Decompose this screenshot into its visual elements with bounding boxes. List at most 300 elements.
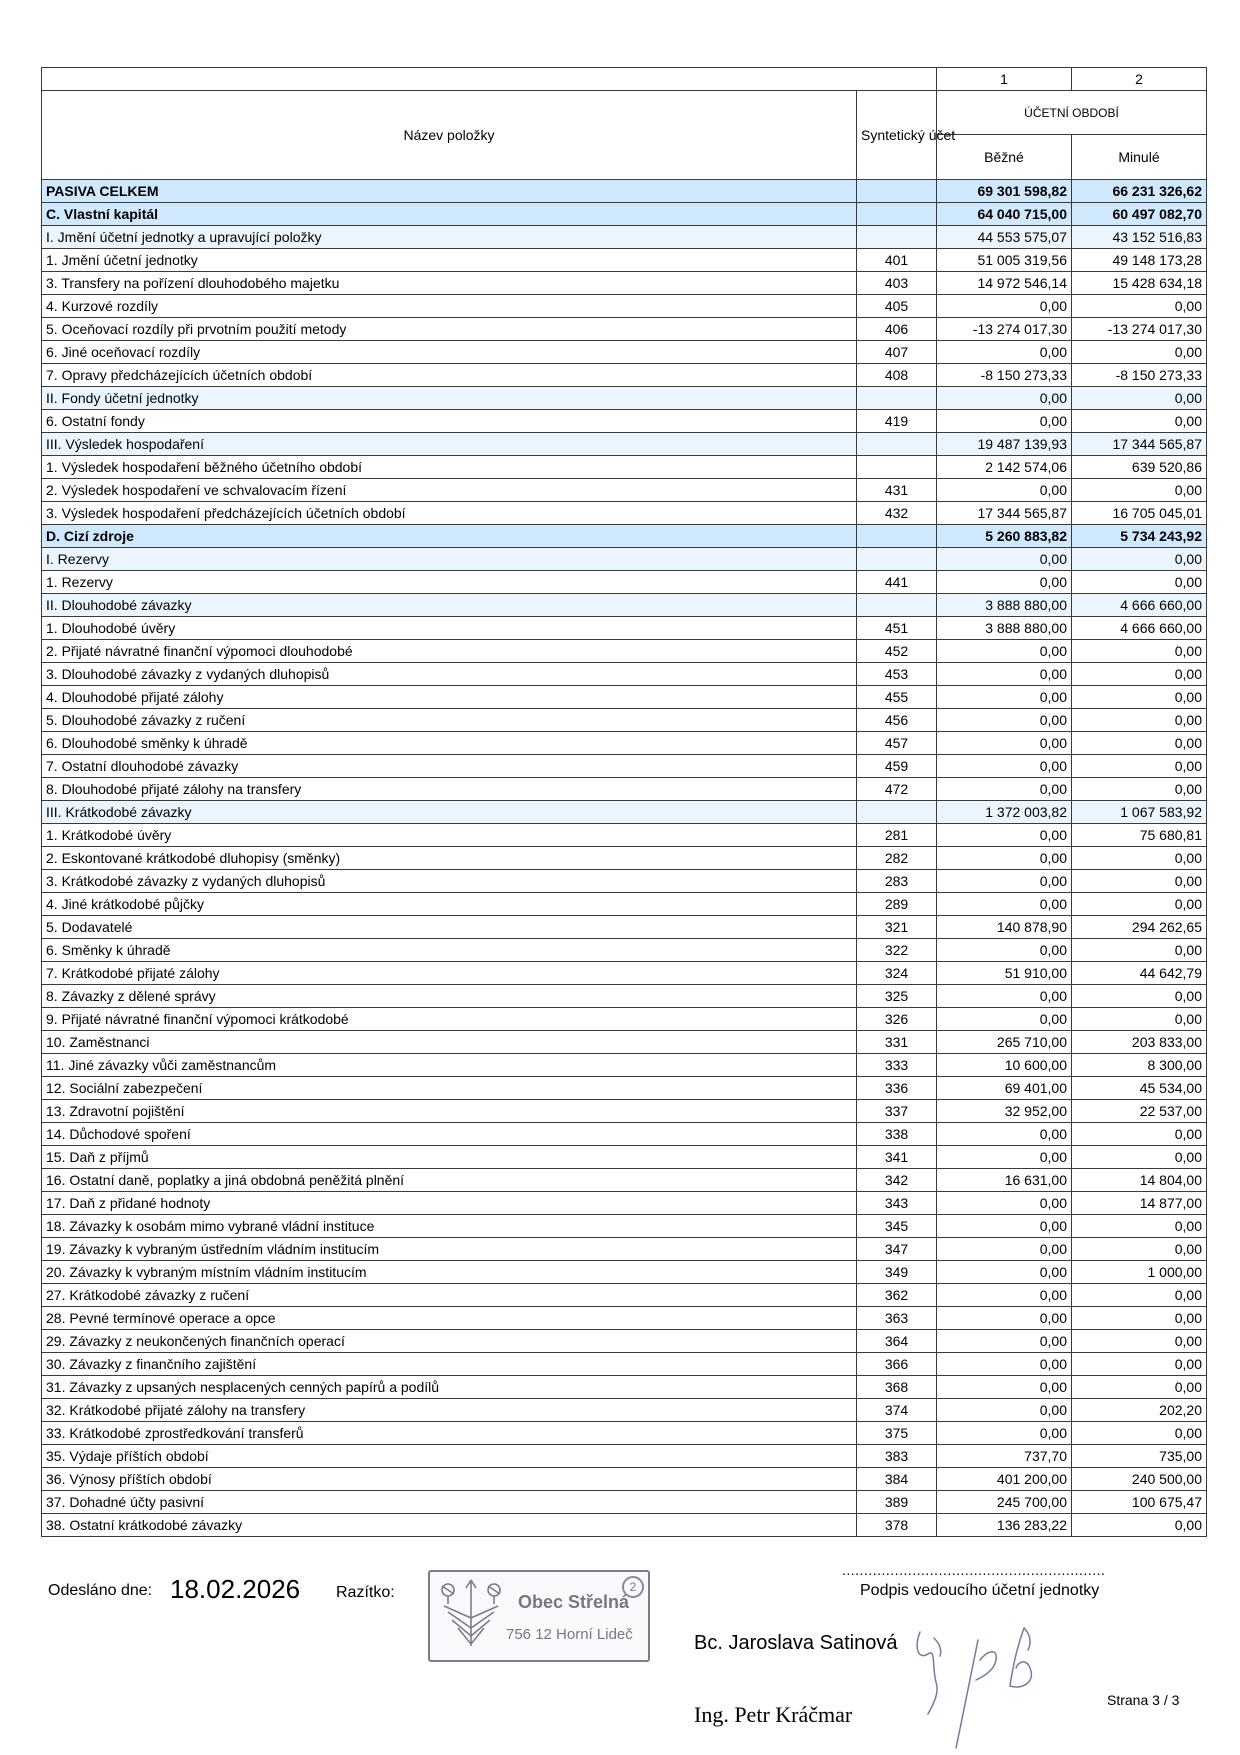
row-name: 3. Dlouhodobé závazky z vydaných dluhopisů <box>42 663 857 686</box>
row-previous: -8 150 273,33 <box>1072 364 1207 387</box>
col-number-1: 1 <box>937 68 1072 91</box>
row-name: 32. Krátkodobé přijaté zálohy na transfery <box>42 1399 857 1422</box>
row-current: 1 372 003,82 <box>937 801 1072 824</box>
row-previous: 639 520,86 <box>1072 456 1207 479</box>
row-current: 0,00 <box>937 387 1072 410</box>
row-current: 0,00 <box>937 1008 1072 1031</box>
row-name: 11. Jiné závazky vůči zaměstnancům <box>42 1054 857 1077</box>
row-name: 9. Přijaté návratné finanční výpomoci krátkodobé <box>42 1008 857 1031</box>
row-account: 331 <box>857 1031 937 1054</box>
table-row <box>42 433 1207 456</box>
footer <box>0 1562 1240 1755</box>
table-row <box>42 226 1207 249</box>
row-current: 32 952,00 <box>937 1100 1072 1123</box>
row-name: C. Vlastní kapitál <box>42 203 857 226</box>
table-body <box>42 180 1207 1537</box>
row-name: 30. Závazky z finančního zajištění <box>42 1353 857 1376</box>
table-row <box>42 1031 1207 1054</box>
row-name: 7. Opravy předcházejících účetních období <box>42 364 857 387</box>
row-name: 3. Krátkodobé závazky z vydaných dluhopisů <box>42 870 857 893</box>
row-current: 64 040 715,00 <box>937 203 1072 226</box>
row-current: 0,00 <box>937 640 1072 663</box>
row-previous: 0,00 <box>1072 870 1207 893</box>
row-previous: 8 300,00 <box>1072 1054 1207 1077</box>
row-account: 457 <box>857 732 937 755</box>
row-previous: 0,00 <box>1072 341 1207 364</box>
stamp-number: 2 <box>622 1576 644 1598</box>
row-name: 15. Daň z příjmů <box>42 1146 857 1169</box>
row-current: 0,00 <box>937 1215 1072 1238</box>
row-name: II. Dlouhodobé závazky <box>42 594 857 617</box>
table-row <box>42 364 1207 387</box>
table-row <box>42 502 1207 525</box>
row-account: 333 <box>857 1054 937 1077</box>
row-current: 0,00 <box>937 847 1072 870</box>
row-account: 451 <box>857 617 937 640</box>
row-name: PASIVA CELKEM <box>42 180 857 203</box>
row-name: 2. Eskontované krátkodobé dluhopisy (směnky) <box>42 847 857 870</box>
row-current: 0,00 <box>937 1399 1072 1422</box>
row-previous: 0,00 <box>1072 1376 1207 1399</box>
table-row <box>42 962 1207 985</box>
row-previous: 44 642,79 <box>1072 962 1207 985</box>
row-name: 5. Oceňovací rozdíly při prvotním použití metody <box>42 318 857 341</box>
table-row <box>42 1215 1207 1238</box>
table-row <box>42 1491 1207 1514</box>
row-current: 0,00 <box>937 732 1072 755</box>
table-row <box>42 272 1207 295</box>
row-name: 17. Daň z přidané hodnoty <box>42 1192 857 1215</box>
row-account: 441 <box>857 571 937 594</box>
row-current: 16 631,00 <box>937 1169 1072 1192</box>
table-row <box>42 686 1207 709</box>
table-row <box>42 594 1207 617</box>
row-name: 10. Zaměstnanci <box>42 1031 857 1054</box>
table-row <box>42 456 1207 479</box>
row-previous: 0,00 <box>1072 847 1207 870</box>
row-account: 407 <box>857 341 937 364</box>
row-account: 459 <box>857 755 937 778</box>
coat-of-arms-icon <box>436 1576 506 1654</box>
table-row <box>42 893 1207 916</box>
row-current: 0,00 <box>937 870 1072 893</box>
stamp-label: Razítko: <box>336 1584 395 1601</box>
header-previous: Minulé <box>1072 135 1207 180</box>
row-current: 3 888 880,00 <box>937 594 1072 617</box>
table-row <box>42 1514 1207 1537</box>
row-account: 337 <box>857 1100 937 1123</box>
row-previous: 0,00 <box>1072 732 1207 755</box>
row-current: 69 301 598,82 <box>937 180 1072 203</box>
row-previous: 0,00 <box>1072 1146 1207 1169</box>
row-current: 51 005 319,56 <box>937 249 1072 272</box>
row-account: 324 <box>857 962 937 985</box>
header-blank <box>42 68 937 91</box>
row-name: 5. Dodavatelé <box>42 916 857 939</box>
row-current: 0,00 <box>937 778 1072 801</box>
table-row <box>42 1353 1207 1376</box>
row-current: 0,00 <box>937 755 1072 778</box>
table-row <box>42 847 1207 870</box>
row-name: 27. Krátkodobé závazky z ručení <box>42 1284 857 1307</box>
row-name: 3. Výsledek hospodaření předcházejících účetních období <box>42 502 857 525</box>
row-previous: 0,00 <box>1072 1215 1207 1238</box>
table-row <box>42 1077 1207 1100</box>
row-current: 2 142 574,06 <box>937 456 1072 479</box>
signer-name-1: Bc. Jaroslava Satinová <box>694 1632 898 1654</box>
row-current: 0,00 <box>937 1376 1072 1399</box>
row-current: 0,00 <box>937 410 1072 433</box>
balance-sheet-table <box>41 67 1207 1537</box>
row-previous: 0,00 <box>1072 640 1207 663</box>
row-previous: 1 000,00 <box>1072 1261 1207 1284</box>
row-name: 1. Výsledek hospodaření běžného účetního období <box>42 456 857 479</box>
row-account <box>857 180 937 203</box>
row-name: 1. Jmění účetní jednotky <box>42 249 857 272</box>
table-row <box>42 1238 1207 1261</box>
table-row <box>42 203 1207 226</box>
row-previous: 43 152 516,83 <box>1072 226 1207 249</box>
row-name: 33. Krátkodobé zprostředkování transferů <box>42 1422 857 1445</box>
row-previous: 0,00 <box>1072 686 1207 709</box>
table-row <box>42 1376 1207 1399</box>
row-previous: 22 537,00 <box>1072 1100 1207 1123</box>
row-previous: 14 877,00 <box>1072 1192 1207 1215</box>
table-row <box>42 1123 1207 1146</box>
row-current: 0,00 <box>937 1146 1072 1169</box>
row-name: 6. Dlouhodobé směnky k úhradě <box>42 732 857 755</box>
row-current: 0,00 <box>937 548 1072 571</box>
row-account: 283 <box>857 870 937 893</box>
row-name: III. Krátkodobé závazky <box>42 801 857 824</box>
row-current: 0,00 <box>937 686 1072 709</box>
row-previous: 0,00 <box>1072 479 1207 502</box>
row-previous: 66 231 326,62 <box>1072 180 1207 203</box>
table-row <box>42 1008 1207 1031</box>
row-account: 364 <box>857 1330 937 1353</box>
row-account: 362 <box>857 1284 937 1307</box>
row-previous: 75 680,81 <box>1072 824 1207 847</box>
page-number: Strana 3 / 3 <box>1107 1692 1180 1708</box>
row-name: 19. Závazky k vybraným ústředním vládním institucím <box>42 1238 857 1261</box>
row-account: 403 <box>857 272 937 295</box>
row-current: 0,00 <box>937 1353 1072 1376</box>
row-name: 2. Přijaté návratné finanční výpomoci dlouhodobé <box>42 640 857 663</box>
row-name: 13. Zdravotní pojištění <box>42 1100 857 1123</box>
row-name: 6. Směnky k úhradě <box>42 939 857 962</box>
row-name: 18. Závazky k osobám mimo vybrané vládní instituce <box>42 1215 857 1238</box>
row-name: 8. Závazky z dělené správy <box>42 985 857 1008</box>
row-current: 0,00 <box>937 1422 1072 1445</box>
row-current: 401 200,00 <box>937 1468 1072 1491</box>
row-account: 366 <box>857 1353 937 1376</box>
row-account: 281 <box>857 824 937 847</box>
table-row <box>42 1169 1207 1192</box>
row-current: 0,00 <box>937 1284 1072 1307</box>
row-account: 431 <box>857 479 937 502</box>
table-row <box>42 1445 1207 1468</box>
table-row <box>42 341 1207 364</box>
row-account: 282 <box>857 847 937 870</box>
row-account: 368 <box>857 1376 937 1399</box>
row-current: 0,00 <box>937 709 1072 732</box>
row-name: 1. Rezervy <box>42 571 857 594</box>
row-name: 29. Závazky z neukončených finančních operací <box>42 1330 857 1353</box>
row-previous: 294 262,65 <box>1072 916 1207 939</box>
row-name: 12. Sociální zabezpečení <box>42 1077 857 1100</box>
row-account: 419 <box>857 410 937 433</box>
row-previous: 0,00 <box>1072 571 1207 594</box>
row-current: -13 274 017,30 <box>937 318 1072 341</box>
table-row <box>42 801 1207 824</box>
table-row <box>42 1192 1207 1215</box>
row-account <box>857 226 937 249</box>
row-previous: -13 274 017,30 <box>1072 318 1207 341</box>
row-previous: 0,00 <box>1072 939 1207 962</box>
row-previous: 0,00 <box>1072 295 1207 318</box>
table-row <box>42 249 1207 272</box>
row-account: 408 <box>857 364 937 387</box>
row-account: 343 <box>857 1192 937 1215</box>
row-account: 347 <box>857 1238 937 1261</box>
row-previous: 0,00 <box>1072 1008 1207 1031</box>
row-current: 0,00 <box>937 1307 1072 1330</box>
row-current: 265 710,00 <box>937 1031 1072 1054</box>
row-current: 245 700,00 <box>937 1491 1072 1514</box>
table-row <box>42 732 1207 755</box>
row-previous: 0,00 <box>1072 548 1207 571</box>
table-row <box>42 548 1207 571</box>
header-current: Běžné <box>937 135 1072 180</box>
row-current: 737,70 <box>937 1445 1072 1468</box>
row-account <box>857 433 937 456</box>
row-name: I. Rezervy <box>42 548 857 571</box>
row-current: 0,00 <box>937 663 1072 686</box>
row-name: 4. Jiné krátkodobé půjčky <box>42 893 857 916</box>
row-previous: 0,00 <box>1072 1123 1207 1146</box>
row-account: 338 <box>857 1123 937 1146</box>
row-current: 0,00 <box>937 1330 1072 1353</box>
row-name: 38. Ostatní krátkodobé závazky <box>42 1514 857 1537</box>
row-name: 36. Výnosy příštích období <box>42 1468 857 1491</box>
row-previous: 15 428 634,18 <box>1072 272 1207 295</box>
table-row <box>42 1307 1207 1330</box>
row-previous: 0,00 <box>1072 1353 1207 1376</box>
row-previous: 203 833,00 <box>1072 1031 1207 1054</box>
row-previous: 100 675,47 <box>1072 1491 1207 1514</box>
row-current: 14 972 546,14 <box>937 272 1072 295</box>
row-current: 0,00 <box>937 571 1072 594</box>
row-name: 4. Kurzové rozdíly <box>42 295 857 318</box>
table-row <box>42 1422 1207 1445</box>
table-row <box>42 479 1207 502</box>
table-row <box>42 663 1207 686</box>
table-row <box>42 1468 1207 1491</box>
signer-name-2: Ing. Petr Kráčmar <box>694 1702 853 1727</box>
table-row <box>42 617 1207 640</box>
table-row <box>42 1284 1207 1307</box>
table-row <box>42 1330 1207 1353</box>
row-name: 1. Dlouhodobé úvěry <box>42 617 857 640</box>
row-current: 0,00 <box>937 985 1072 1008</box>
table-row <box>42 525 1207 548</box>
row-current: 0,00 <box>937 893 1072 916</box>
table-row <box>42 916 1207 939</box>
row-current: 3 888 880,00 <box>937 617 1072 640</box>
row-current: 0,00 <box>937 1261 1072 1284</box>
table-row <box>42 1054 1207 1077</box>
row-name: 28. Pevné termínové operace a opce <box>42 1307 857 1330</box>
row-account: 322 <box>857 939 937 962</box>
row-current: 0,00 <box>937 1238 1072 1261</box>
row-previous: 0,00 <box>1072 778 1207 801</box>
row-account <box>857 203 937 226</box>
row-account: 452 <box>857 640 937 663</box>
row-previous: 0,00 <box>1072 985 1207 1008</box>
row-previous: 202,20 <box>1072 1399 1207 1422</box>
row-account <box>857 456 937 479</box>
row-current: 0,00 <box>937 295 1072 318</box>
row-name: 7. Krátkodobé přijaté zálohy <box>42 962 857 985</box>
table-row <box>42 939 1207 962</box>
row-previous: 1 067 583,92 <box>1072 801 1207 824</box>
row-account: 405 <box>857 295 937 318</box>
row-current: 69 401,00 <box>937 1077 1072 1100</box>
row-account: 401 <box>857 249 937 272</box>
row-name: I. Jmění účetní jednotky a upravující položky <box>42 226 857 249</box>
table-row <box>42 640 1207 663</box>
row-account <box>857 525 937 548</box>
row-previous: 0,00 <box>1072 893 1207 916</box>
row-account: 336 <box>857 1077 937 1100</box>
row-current: 136 283,22 <box>937 1514 1072 1537</box>
row-previous: 0,00 <box>1072 1330 1207 1353</box>
row-account: 378 <box>857 1514 937 1537</box>
row-current: 140 878,90 <box>937 916 1072 939</box>
row-account: 432 <box>857 502 937 525</box>
table-row <box>42 410 1207 433</box>
row-current: 0,00 <box>937 824 1072 847</box>
row-current: 51 910,00 <box>937 962 1072 985</box>
table-row <box>42 180 1207 203</box>
row-current: 17 344 565,87 <box>937 502 1072 525</box>
row-previous: 0,00 <box>1072 410 1207 433</box>
col-number-2: 2 <box>1072 68 1207 91</box>
row-account: 341 <box>857 1146 937 1169</box>
row-previous: 0,00 <box>1072 755 1207 778</box>
row-previous: 0,00 <box>1072 1422 1207 1445</box>
row-account: 472 <box>857 778 937 801</box>
signature-line: ............................................................ <box>842 1562 1106 1578</box>
row-previous: 0,00 <box>1072 1307 1207 1330</box>
row-previous: 0,00 <box>1072 1514 1207 1537</box>
row-name: 37. Dohadné účty pasivní <box>42 1491 857 1514</box>
row-account: 374 <box>857 1399 937 1422</box>
table-row <box>42 387 1207 410</box>
table-row <box>42 1100 1207 1123</box>
row-name: 6. Ostatní fondy <box>42 410 857 433</box>
row-account: 363 <box>857 1307 937 1330</box>
row-current: 0,00 <box>937 939 1072 962</box>
row-previous: 14 804,00 <box>1072 1169 1207 1192</box>
row-previous: 0,00 <box>1072 1284 1207 1307</box>
row-account <box>857 594 937 617</box>
row-name: 20. Závazky k vybraným místním vládním institucím <box>42 1261 857 1284</box>
row-name: 3. Transfery na pořízení dlouhodobého majetku <box>42 272 857 295</box>
table-row <box>42 1399 1207 1422</box>
row-account: 383 <box>857 1445 937 1468</box>
row-current: 19 487 139,93 <box>937 433 1072 456</box>
row-previous: 0,00 <box>1072 1238 1207 1261</box>
row-name: 14. Důchodové spoření <box>42 1123 857 1146</box>
row-account: 384 <box>857 1468 937 1491</box>
row-previous: 4 666 660,00 <box>1072 617 1207 640</box>
handwritten-signature <box>906 1620 1066 1750</box>
row-account: 342 <box>857 1169 937 1192</box>
row-previous: 16 705 045,01 <box>1072 502 1207 525</box>
table-row <box>42 755 1207 778</box>
table-row <box>42 1146 1207 1169</box>
row-account: 375 <box>857 1422 937 1445</box>
row-name: 35. Výdaje příštích období <box>42 1445 857 1468</box>
row-name: 5. Dlouhodobé závazky z ručení <box>42 709 857 732</box>
row-previous: 4 666 660,00 <box>1072 594 1207 617</box>
row-current: -8 150 273,33 <box>937 364 1072 387</box>
row-previous: 240 500,00 <box>1072 1468 1207 1491</box>
row-previous: 45 534,00 <box>1072 1077 1207 1100</box>
row-account: 455 <box>857 686 937 709</box>
row-name: 1. Krátkodobé úvěry <box>42 824 857 847</box>
row-account: 406 <box>857 318 937 341</box>
row-account <box>857 548 937 571</box>
table-row <box>42 295 1207 318</box>
row-current: 0,00 <box>937 341 1072 364</box>
row-name: 7. Ostatní dlouhodobé závazky <box>42 755 857 778</box>
row-account: 321 <box>857 916 937 939</box>
row-account: 453 <box>857 663 937 686</box>
table-row <box>42 1261 1207 1284</box>
row-previous: 17 344 565,87 <box>1072 433 1207 456</box>
row-name: D. Cizí zdroje <box>42 525 857 548</box>
table-row <box>42 318 1207 341</box>
row-account: 326 <box>857 1008 937 1031</box>
row-name: 8. Dlouhodobé přijaté zálohy na transfery <box>42 778 857 801</box>
row-previous: 49 148 173,28 <box>1072 249 1207 272</box>
row-account: 345 <box>857 1215 937 1238</box>
table-row <box>42 985 1207 1008</box>
row-previous: 0,00 <box>1072 663 1207 686</box>
row-previous: 0,00 <box>1072 387 1207 410</box>
row-name: III. Výsledek hospodaření <box>42 433 857 456</box>
stamp-line-name: Obec Střelná <box>518 1592 630 1612</box>
row-account: 389 <box>857 1491 937 1514</box>
row-account: 349 <box>857 1261 937 1284</box>
row-previous: 0,00 <box>1072 709 1207 732</box>
signature-label: Podpis vedoucího účetní jednotky <box>860 1582 1100 1599</box>
row-previous: 735,00 <box>1072 1445 1207 1468</box>
row-name: 16. Ostatní daně, poplatky a jiná obdobná peněžitá plnění <box>42 1169 857 1192</box>
header-account: Syntetický účet <box>857 91 937 180</box>
row-name: 6. Jiné oceňovací rozdíly <box>42 341 857 364</box>
table-row <box>42 571 1207 594</box>
row-name: II. Fondy účetní jednotky <box>42 387 857 410</box>
row-current: 10 600,00 <box>937 1054 1072 1077</box>
row-current: 0,00 <box>937 479 1072 502</box>
header-period: ÚČETNÍ OBDOBÍ <box>937 91 1207 135</box>
sent-date: 18.02.2026 <box>170 1574 301 1604</box>
sent-label: Odesláno dne: <box>48 1582 153 1599</box>
municipal-stamp <box>428 1570 650 1662</box>
